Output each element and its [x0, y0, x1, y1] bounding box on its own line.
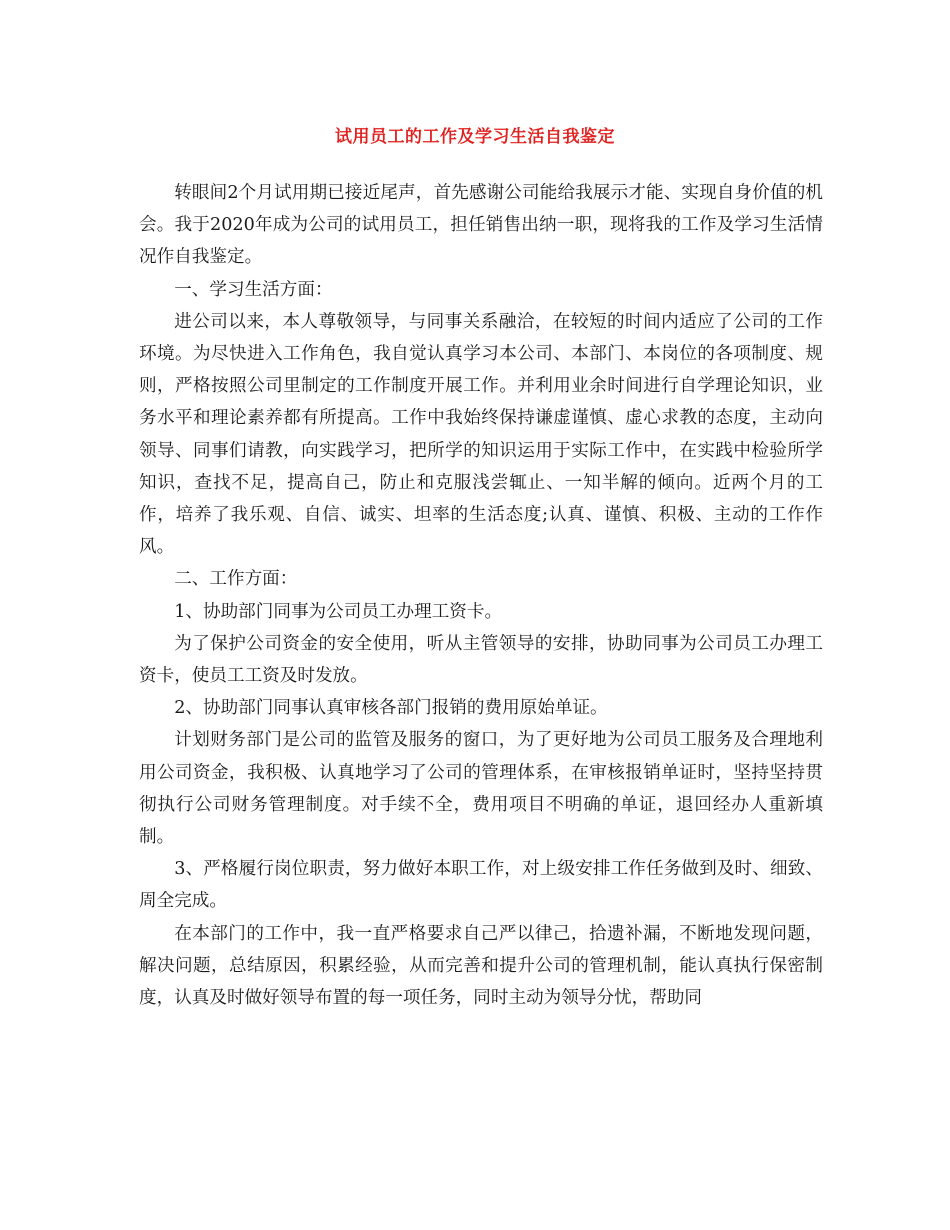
section-heading-study-life: 一、学习生活方面： — [174, 279, 333, 300]
document-title: 试用员工的工作及学习生活自我鉴定 — [335, 127, 615, 147]
section-heading-work: 二、工作方面： — [174, 569, 298, 590]
work-item-3-text: 在本部门的工作中，我一直严格要求自己严以律己，拾遗补漏，不断地发现问题，解决问题，总结原因，积累经验，从而完善和提升公司的管理机制，能认真执行保密制度，认真及时做好领导布置的每一项任务，同时主动为领导分忧，帮助同 — [139, 923, 823, 1009]
work-item-1-heading: 1、协助部门同事为公司员工办理工资卡。 — [174, 601, 503, 622]
work-item-2-heading: 2、协助部门同事认真审核各部门报销的费用原始单证。 — [174, 698, 608, 719]
work-item-3-heading: 3、严格履行岗位职责，努力做好本职工作，对上级安排工作任务做到及时、细致、周全完成。 — [139, 859, 823, 912]
paragraph-intro: 转眼间2个月试用期已接近尾声，首先感谢公司能给我展示才能、实现自身价值的机会。我于2020年成为公司的试用员工，担任销售出纳一职，现将我的工作及学习生活情况作自我鉴定。 — [139, 183, 823, 268]
paragraph-study-life: 进公司以来，本人尊敬领导，与同事关系融洽，在较短的时间内适应了公司的工作环境。为尽快进入工作角色，我自觉认真学习本公司、本部门、本岗位的各项制度、规则，严格按照公司里制定的工作制度开展工作。并利用业余时间进行自学理论知识，业务水平和理论素养都有所提高。工作中我始终保持谦虚谨慎、虚心求教的态度，主动向领导、同事们请教，向实践学习，把所学的知识运用于实际工作中，在实践中检验所学知识，查找不足，提高自己，防止和克服浅尝辄止、一知半解的倾向。近两个月的工作，培养了我乐观、自信、诚实、坦率的生活态度;认真、谨慎、积极、主动的工作作风。 — [139, 311, 823, 558]
work-item-1-text: 为了保护公司资金的安全使用，听从主管领导的安排，协助同事为公司员工办理工资卡，使员工工资及时发放。 — [139, 633, 823, 687]
document-body — [139, 177, 823, 1014]
work-item-2-text: 计划财务部门是公司的监管及服务的窗口，为了更好地为公司员工服务及合理地利用公司资金，我积极、认真地学习了公司的管理体系，在审核报销单证时，坚持坚持贯彻执行公司财务管理制度。对手续不全，费用项目不明确的单证，退回经办人重新填制。 — [139, 730, 823, 848]
